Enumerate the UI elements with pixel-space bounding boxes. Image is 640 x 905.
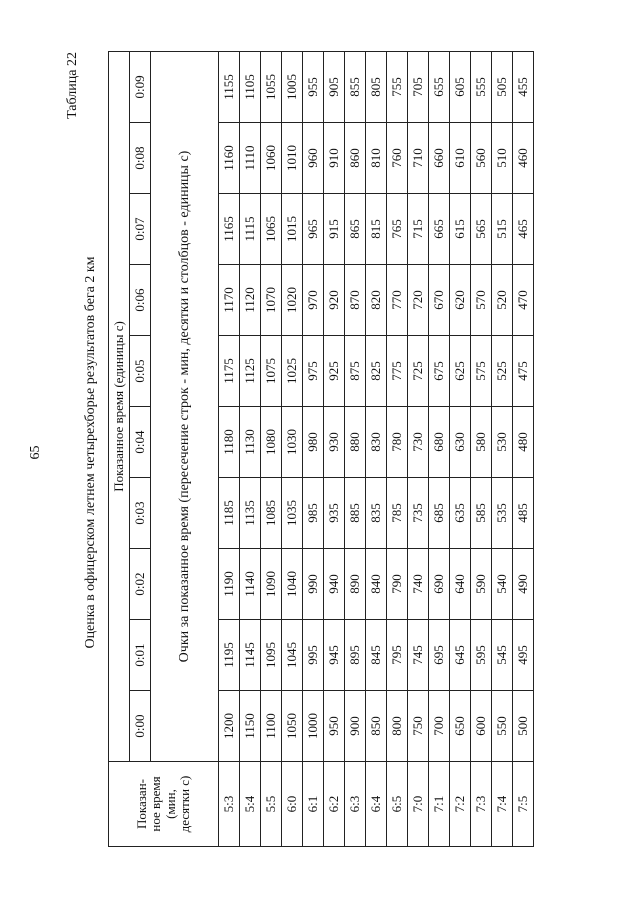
score-cell: 880 bbox=[345, 407, 366, 478]
score-cell: 1005 bbox=[282, 51, 303, 122]
corner-header-line: (мин, bbox=[162, 789, 178, 819]
table-row bbox=[492, 51, 513, 846]
table-row bbox=[513, 51, 534, 846]
table-label: Таблица 22 bbox=[65, 52, 80, 119]
score-cell: 480 bbox=[513, 407, 534, 478]
row-time-cell: 5:4 bbox=[240, 762, 261, 847]
score-cell: 705 bbox=[408, 51, 429, 122]
page-number: 65 bbox=[28, 445, 43, 460]
score-cell: 525 bbox=[492, 336, 513, 407]
score-cell: 590 bbox=[471, 549, 492, 620]
score-cell: 1020 bbox=[282, 265, 303, 336]
table-row bbox=[261, 51, 282, 846]
score-cell: 900 bbox=[345, 691, 366, 762]
score-cell: 1095 bbox=[261, 620, 282, 691]
score-cell: 1110 bbox=[240, 123, 261, 194]
score-cell: 1140 bbox=[240, 549, 261, 620]
score-cell: 455 bbox=[513, 51, 534, 122]
score-cell: 925 bbox=[324, 336, 345, 407]
score-cell: 1030 bbox=[282, 407, 303, 478]
score-cell: 680 bbox=[429, 407, 450, 478]
score-cell: 675 bbox=[429, 336, 450, 407]
score-cell: 540 bbox=[492, 549, 513, 620]
score-cell: 830 bbox=[366, 407, 387, 478]
score-cell: 1010 bbox=[282, 123, 303, 194]
score-cell: 520 bbox=[492, 265, 513, 336]
score-cell: 620 bbox=[450, 265, 471, 336]
column-header-0: 0:00 bbox=[130, 691, 151, 762]
score-cell: 730 bbox=[408, 407, 429, 478]
corner-header-line: ное время bbox=[148, 776, 164, 832]
score-cell: 920 bbox=[324, 265, 345, 336]
score-cell: 1200 bbox=[219, 691, 240, 762]
score-cell: 515 bbox=[492, 194, 513, 265]
column-header-6: 0:06 bbox=[130, 265, 151, 336]
table-row bbox=[450, 51, 471, 846]
score-cell: 505 bbox=[492, 51, 513, 122]
score-cell: 1175 bbox=[219, 336, 240, 407]
score-cell: 940 bbox=[324, 549, 345, 620]
score-cell: 1065 bbox=[261, 194, 282, 265]
score-cell: 650 bbox=[450, 691, 471, 762]
score-cell: 615 bbox=[450, 194, 471, 265]
score-cell: 955 bbox=[303, 51, 324, 122]
score-cell: 545 bbox=[492, 620, 513, 691]
column-header-3: 0:03 bbox=[130, 478, 151, 549]
table-row bbox=[387, 51, 408, 846]
score-cell: 720 bbox=[408, 265, 429, 336]
table-body bbox=[219, 51, 534, 846]
score-cell: 655 bbox=[429, 51, 450, 122]
score-cell: 740 bbox=[408, 549, 429, 620]
score-cell: 510 bbox=[492, 123, 513, 194]
scoring-table bbox=[108, 51, 534, 847]
score-cell: 1085 bbox=[261, 478, 282, 549]
score-cell: 700 bbox=[429, 691, 450, 762]
score-cell: 625 bbox=[450, 336, 471, 407]
score-cell: 795 bbox=[387, 620, 408, 691]
score-cell: 935 bbox=[324, 478, 345, 549]
corner-header-line: десятки с) bbox=[176, 775, 192, 833]
score-cell: 460 bbox=[513, 123, 534, 194]
score-cell: 1170 bbox=[219, 265, 240, 336]
score-cell: 560 bbox=[471, 123, 492, 194]
score-cell: 550 bbox=[492, 691, 513, 762]
score-cell: 1120 bbox=[240, 265, 261, 336]
table-row bbox=[282, 51, 303, 846]
score-cell: 1180 bbox=[219, 407, 240, 478]
row-time-cell: 6:4 bbox=[366, 762, 387, 847]
score-cell: 640 bbox=[450, 549, 471, 620]
score-cell: 1190 bbox=[219, 549, 240, 620]
row-time-cell: 6:3 bbox=[345, 762, 366, 847]
score-cell: 565 bbox=[471, 194, 492, 265]
score-cell: 735 bbox=[408, 478, 429, 549]
score-cell: 600 bbox=[471, 691, 492, 762]
score-cell: 725 bbox=[408, 336, 429, 407]
score-cell: 970 bbox=[303, 265, 324, 336]
score-cell: 985 bbox=[303, 478, 324, 549]
row-time-cell: 7:4 bbox=[492, 762, 513, 847]
corner-header-cell bbox=[109, 762, 219, 847]
score-cell: 770 bbox=[387, 265, 408, 336]
score-cell: 495 bbox=[513, 620, 534, 691]
score-cell: 845 bbox=[366, 620, 387, 691]
score-cell: 630 bbox=[450, 407, 471, 478]
score-cell: 1000 bbox=[303, 691, 324, 762]
score-cell: 1015 bbox=[282, 194, 303, 265]
score-cell: 755 bbox=[387, 51, 408, 122]
table-row bbox=[408, 51, 429, 846]
row-time-cell: 7:2 bbox=[450, 762, 471, 847]
score-cell: 645 bbox=[450, 620, 471, 691]
score-cell: 580 bbox=[471, 407, 492, 478]
score-cell: 665 bbox=[429, 194, 450, 265]
score-cell: 1080 bbox=[261, 407, 282, 478]
score-cell: 895 bbox=[345, 620, 366, 691]
score-cell: 1035 bbox=[282, 478, 303, 549]
score-cell: 605 bbox=[450, 51, 471, 122]
score-cell: 990 bbox=[303, 549, 324, 620]
table-row bbox=[366, 51, 387, 846]
score-cell: 1125 bbox=[240, 336, 261, 407]
table-row bbox=[219, 51, 240, 846]
score-cell: 785 bbox=[387, 478, 408, 549]
score-cell: 1075 bbox=[261, 336, 282, 407]
score-cell: 465 bbox=[513, 194, 534, 265]
score-cell: 745 bbox=[408, 620, 429, 691]
corner-header-line: Показан- bbox=[133, 779, 149, 829]
score-cell: 500 bbox=[513, 691, 534, 762]
row-time-cell: 7:3 bbox=[471, 762, 492, 847]
score-cell: 1165 bbox=[219, 194, 240, 265]
row-time-cell: 7:0 bbox=[408, 762, 429, 847]
score-cell: 840 bbox=[366, 549, 387, 620]
score-cell: 595 bbox=[471, 620, 492, 691]
score-cell: 1150 bbox=[240, 691, 261, 762]
score-cell: 775 bbox=[387, 336, 408, 407]
score-cell: 760 bbox=[387, 123, 408, 194]
score-cell: 1195 bbox=[219, 620, 240, 691]
score-cell: 1100 bbox=[261, 691, 282, 762]
score-cell: 780 bbox=[387, 407, 408, 478]
score-cell: 910 bbox=[324, 123, 345, 194]
score-cell: 815 bbox=[366, 194, 387, 265]
score-cell: 710 bbox=[408, 123, 429, 194]
column-header-1: 0:01 bbox=[130, 620, 151, 691]
score-cell: 885 bbox=[345, 478, 366, 549]
score-cell: 585 bbox=[471, 478, 492, 549]
score-cell: 475 bbox=[513, 336, 534, 407]
score-cell: 1040 bbox=[282, 549, 303, 620]
score-cell: 695 bbox=[429, 620, 450, 691]
column-header-2: 0:02 bbox=[130, 549, 151, 620]
score-cell: 975 bbox=[303, 336, 324, 407]
score-cell: 1025 bbox=[282, 336, 303, 407]
column-header-9: 0:09 bbox=[130, 51, 151, 122]
score-cell: 660 bbox=[429, 123, 450, 194]
score-cell: 930 bbox=[324, 407, 345, 478]
score-cell: 1135 bbox=[240, 478, 261, 549]
shown-time-header: Показанное время (единицы с) bbox=[109, 51, 130, 761]
row-time-cell: 5:3 bbox=[219, 762, 240, 847]
score-cell: 860 bbox=[345, 123, 366, 194]
score-cell: 490 bbox=[513, 549, 534, 620]
score-cell: 890 bbox=[345, 549, 366, 620]
score-cell: 570 bbox=[471, 265, 492, 336]
row-time-cell: 6:5 bbox=[387, 762, 408, 847]
points-note-header: Очки за показанное время (пересечение строк - мин, десятки и столбцов - единицы с) bbox=[151, 51, 219, 761]
score-cell: 670 bbox=[429, 265, 450, 336]
score-cell: 715 bbox=[408, 194, 429, 265]
score-cell: 1045 bbox=[282, 620, 303, 691]
score-cell: 905 bbox=[324, 51, 345, 122]
score-cell: 575 bbox=[471, 336, 492, 407]
score-cell: 820 bbox=[366, 265, 387, 336]
column-header-4: 0:04 bbox=[130, 407, 151, 478]
score-cell: 1090 bbox=[261, 549, 282, 620]
column-header-row bbox=[130, 51, 151, 846]
score-cell: 945 bbox=[324, 620, 345, 691]
score-cell: 1050 bbox=[282, 691, 303, 762]
score-cell: 1185 bbox=[219, 478, 240, 549]
row-time-cell: 6:1 bbox=[303, 762, 324, 847]
table-row bbox=[471, 51, 492, 846]
score-cell: 855 bbox=[345, 51, 366, 122]
score-cell: 690 bbox=[429, 549, 450, 620]
score-cell: 530 bbox=[492, 407, 513, 478]
score-cell: 810 bbox=[366, 123, 387, 194]
score-cell: 865 bbox=[345, 194, 366, 265]
score-cell: 470 bbox=[513, 265, 534, 336]
table-row bbox=[345, 51, 366, 846]
score-cell: 875 bbox=[345, 336, 366, 407]
score-cell: 1115 bbox=[240, 194, 261, 265]
column-header-7: 0:07 bbox=[130, 194, 151, 265]
score-cell: 610 bbox=[450, 123, 471, 194]
score-cell: 1145 bbox=[240, 620, 261, 691]
score-cell: 915 bbox=[324, 194, 345, 265]
score-cell: 800 bbox=[387, 691, 408, 762]
score-cell: 1155 bbox=[219, 51, 240, 122]
column-header-5: 0:05 bbox=[130, 336, 151, 407]
table-row bbox=[429, 51, 450, 846]
table-row bbox=[324, 51, 345, 846]
score-cell: 1060 bbox=[261, 123, 282, 194]
score-cell: 485 bbox=[513, 478, 534, 549]
table-row bbox=[240, 51, 261, 846]
score-cell: 555 bbox=[471, 51, 492, 122]
score-cell: 685 bbox=[429, 478, 450, 549]
row-time-cell: 5:5 bbox=[261, 762, 282, 847]
score-cell: 995 bbox=[303, 620, 324, 691]
score-cell: 965 bbox=[303, 194, 324, 265]
table-title: Оценка в офицерском летнем четырехборье результатов бега 2 км bbox=[83, 256, 98, 649]
score-cell: 1160 bbox=[219, 123, 240, 194]
score-cell: 850 bbox=[366, 691, 387, 762]
table-row bbox=[303, 51, 324, 846]
score-cell: 1055 bbox=[261, 51, 282, 122]
score-cell: 1105 bbox=[240, 51, 261, 122]
score-cell: 635 bbox=[450, 478, 471, 549]
row-time-cell: 7:1 bbox=[429, 762, 450, 847]
score-cell: 950 bbox=[324, 691, 345, 762]
score-cell: 765 bbox=[387, 194, 408, 265]
score-cell: 870 bbox=[345, 265, 366, 336]
score-cell: 750 bbox=[408, 691, 429, 762]
score-cell: 835 bbox=[366, 478, 387, 549]
score-cell: 960 bbox=[303, 123, 324, 194]
row-time-cell: 7:5 bbox=[513, 762, 534, 847]
score-cell: 790 bbox=[387, 549, 408, 620]
score-cell: 535 bbox=[492, 478, 513, 549]
row-time-cell: 6:2 bbox=[324, 762, 345, 847]
score-cell: 1130 bbox=[240, 407, 261, 478]
score-cell: 825 bbox=[366, 336, 387, 407]
score-cell: 805 bbox=[366, 51, 387, 122]
row-time-cell: 6:0 bbox=[282, 762, 303, 847]
score-cell: 1070 bbox=[261, 265, 282, 336]
score-cell: 980 bbox=[303, 407, 324, 478]
column-header-8: 0:08 bbox=[130, 123, 151, 194]
